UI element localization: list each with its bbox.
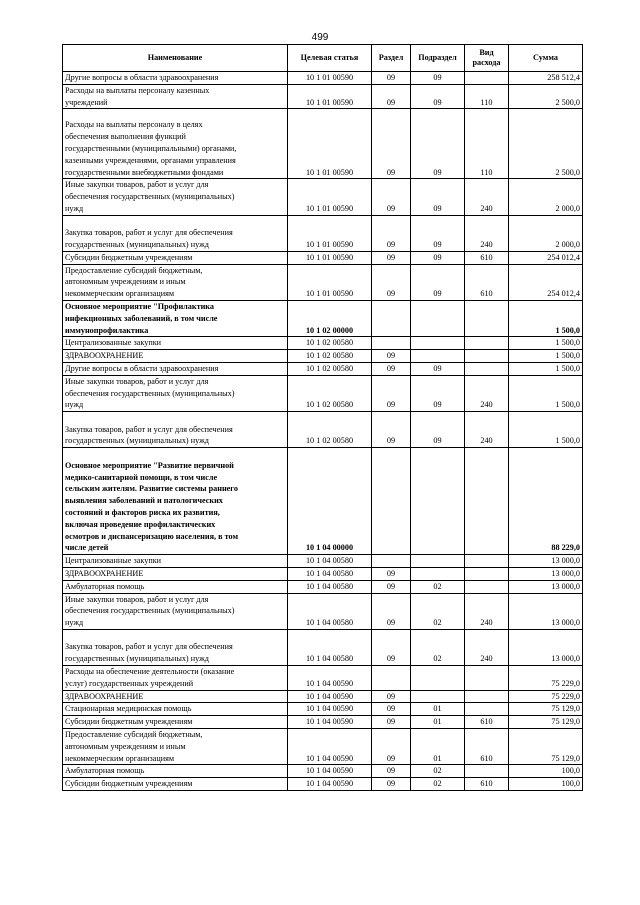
cell-name xyxy=(63,412,288,448)
cell-article: 10 1 04 00590 xyxy=(288,728,372,764)
cell-article: 10 1 01 00590 xyxy=(288,215,372,251)
cell-name xyxy=(63,251,288,264)
cell-name-line: государственных (муниципальных) нужд xyxy=(65,654,209,664)
cell-section: 09 xyxy=(372,567,411,580)
cell-name xyxy=(63,300,288,336)
cell-subsection: 09 xyxy=(411,412,465,448)
column-header-article: Целевая статья xyxy=(288,45,372,72)
cell-name xyxy=(63,179,288,215)
cell-expense-type: 240 xyxy=(465,412,509,448)
cell-expense-type xyxy=(465,555,509,568)
cell-name-line: некоммерческим организациям xyxy=(65,289,175,299)
cell-subsection xyxy=(411,448,465,555)
cell-expense-type xyxy=(465,300,509,336)
cell-subsection: 09 xyxy=(411,72,465,85)
cell-section: 09 xyxy=(372,629,411,665)
cell-subsection: 02 xyxy=(411,593,465,629)
cell-sum: 13 000,0 xyxy=(509,629,583,665)
table-row xyxy=(63,580,583,593)
cell-sum: 1 500,0 xyxy=(509,337,583,350)
cell-sum: 88 229,0 xyxy=(509,448,583,555)
cell-name-line: Субсидии бюджетным учреждениям xyxy=(65,779,193,789)
cell-section: 09 xyxy=(372,765,411,778)
cell-name-line: Закупка товаров, работ и услуг для обеспечения xyxy=(65,424,233,434)
cell-section: 09 xyxy=(372,375,411,411)
cell-subsection: 09 xyxy=(411,179,465,215)
table-row xyxy=(63,375,583,411)
cell-subsection: 01 xyxy=(411,728,465,764)
cell-article: 10 1 04 00590 xyxy=(288,765,372,778)
cell-article: 10 1 01 00590 xyxy=(288,84,372,109)
cell-name-line: осмотров и диспансеризацию населения, в том xyxy=(65,531,239,541)
cell-expense-type: 610 xyxy=(465,264,509,300)
cell-name-line: Расходы на выплаты персоналу в целях xyxy=(65,120,203,130)
cell-subsection xyxy=(411,567,465,580)
cell-section: 09 xyxy=(372,215,411,251)
table-row xyxy=(63,109,583,179)
cell-section: 09 xyxy=(372,412,411,448)
cell-section: 09 xyxy=(372,109,411,179)
cell-name-line: Стационарная медицинская помощь xyxy=(65,704,192,714)
cell-name xyxy=(63,778,288,791)
cell-section xyxy=(372,337,411,350)
cell-section: 09 xyxy=(372,690,411,703)
cell-article: 10 1 02 00580 xyxy=(288,337,372,350)
cell-expense-type xyxy=(465,350,509,363)
cell-name xyxy=(63,375,288,411)
cell-name-line: Предоставление субсидий бюджетным, xyxy=(65,729,203,739)
cell-article: 10 1 02 00000 xyxy=(288,300,372,336)
cell-expense-type: 240 xyxy=(465,215,509,251)
cell-name xyxy=(63,362,288,375)
cell-subsection: 09 xyxy=(411,84,465,109)
cell-subsection xyxy=(411,350,465,363)
cell-name-line: Основное мероприятие "Развитие первичной xyxy=(65,460,234,470)
cell-expense-type: 110 xyxy=(465,84,509,109)
cell-name-line: Иные закупки товаров, работ и услуг для xyxy=(65,180,209,190)
cell-article: 10 1 04 00590 xyxy=(288,665,372,690)
cell-article: 10 1 04 00580 xyxy=(288,593,372,629)
cell-section: 09 xyxy=(372,251,411,264)
cell-sum: 13 000,0 xyxy=(509,580,583,593)
cell-sum: 258 512,4 xyxy=(509,72,583,85)
cell-expense-type: 240 xyxy=(465,593,509,629)
cell-name-line: государственных (муниципальных) нужд xyxy=(65,436,209,446)
cell-subsection: 09 xyxy=(411,215,465,251)
cell-expense-type xyxy=(465,448,509,555)
cell-name-line: включая проведение профилактических xyxy=(65,519,216,529)
cell-section: 09 xyxy=(372,350,411,363)
cell-expense-type: 610 xyxy=(465,716,509,729)
cell-expense-type xyxy=(465,690,509,703)
cell-sum: 2 000,0 xyxy=(509,179,583,215)
cell-subsection xyxy=(411,665,465,690)
cell-sum: 1 500,0 xyxy=(509,375,583,411)
cell-expense-type: 610 xyxy=(465,728,509,764)
table-row xyxy=(63,412,583,448)
cell-sum: 254 012,4 xyxy=(509,264,583,300)
cell-name-line: состояний и факторов риска их развития, xyxy=(65,507,220,517)
cell-subsection: 09 xyxy=(411,375,465,411)
cell-name-line: Амбулаторная помощь xyxy=(65,766,145,776)
cell-subsection: 09 xyxy=(411,251,465,264)
cell-name-line: медико-санитарной помощи, в том числе xyxy=(65,472,218,482)
table-row xyxy=(63,593,583,629)
cell-sum: 254 012,4 xyxy=(509,251,583,264)
cell-sum: 75 129,0 xyxy=(509,703,583,716)
cell-name-line: Предоставление субсидий бюджетным, xyxy=(65,265,203,275)
cell-name xyxy=(63,580,288,593)
cell-expense-type: 610 xyxy=(465,251,509,264)
cell-subsection xyxy=(411,300,465,336)
table-row xyxy=(63,448,583,555)
cell-name-line: ЗДРАВООХРАНЕНИЕ xyxy=(65,351,144,361)
cell-section: 09 xyxy=(372,778,411,791)
budget-table xyxy=(62,44,583,791)
cell-subsection: 02 xyxy=(411,778,465,791)
cell-section: 09 xyxy=(372,362,411,375)
cell-sum: 1 500,0 xyxy=(509,362,583,375)
cell-article: 10 1 02 00580 xyxy=(288,350,372,363)
column-header-name: Наименование xyxy=(63,45,288,72)
table-row xyxy=(63,362,583,375)
table-row xyxy=(63,567,583,580)
cell-name-line: числе детей xyxy=(65,543,109,553)
cell-name-line: Другие вопросы в области здравоохранения xyxy=(65,73,219,82)
cell-section: 09 xyxy=(372,728,411,764)
cell-article: 10 1 04 00580 xyxy=(288,555,372,568)
cell-section xyxy=(372,448,411,555)
cell-subsection xyxy=(411,337,465,350)
cell-subsection: 02 xyxy=(411,580,465,593)
cell-name-line: казенными учреждениями, органами управления xyxy=(65,155,236,165)
cell-article: 10 1 01 00590 xyxy=(288,72,372,85)
cell-article: 10 1 04 00590 xyxy=(288,716,372,729)
cell-name-line: Централизованные закупки xyxy=(65,338,162,348)
cell-name-line: Субсидии бюджетным учреждениям xyxy=(65,717,193,727)
column-header-section: Раздел xyxy=(372,45,411,72)
cell-sum: 13 000,0 xyxy=(509,567,583,580)
cell-expense-type xyxy=(465,337,509,350)
cell-name-line: Субсидии бюджетным учреждениям xyxy=(65,252,193,262)
table-row xyxy=(63,703,583,716)
cell-section: 09 xyxy=(372,580,411,593)
cell-article: 10 1 02 00580 xyxy=(288,375,372,411)
table-row xyxy=(63,337,583,350)
cell-name xyxy=(63,703,288,716)
cell-article: 10 1 01 00590 xyxy=(288,179,372,215)
cell-name xyxy=(63,84,288,109)
cell-article: 10 1 04 00590 xyxy=(288,690,372,703)
cell-sum: 75 229,0 xyxy=(509,665,583,690)
cell-name-line: Централизованные закупки xyxy=(65,556,162,566)
table-row xyxy=(63,778,583,791)
cell-article: 10 1 01 00590 xyxy=(288,251,372,264)
cell-sum: 75 129,0 xyxy=(509,728,583,764)
table-row xyxy=(63,555,583,568)
cell-name xyxy=(63,448,288,555)
cell-name-line: обеспечения государственных (муниципальных) xyxy=(65,388,235,398)
cell-name-line: услуг) государственных учреждений xyxy=(65,678,194,688)
cell-sum: 13 000,0 xyxy=(509,555,583,568)
cell-name-line: государственных (муниципальных) нужд xyxy=(65,239,209,249)
cell-name-line: сельским жителям. Развитие системы раннего xyxy=(65,484,238,494)
cell-subsection: 09 xyxy=(411,264,465,300)
cell-expense-type xyxy=(465,72,509,85)
column-header-expense-type: Вид расхода xyxy=(465,45,509,72)
cell-article: 10 1 01 00590 xyxy=(288,264,372,300)
cell-article: 10 1 04 00580 xyxy=(288,580,372,593)
column-header-sum: Сумма xyxy=(509,45,583,72)
cell-name-line: государственными (муниципальными) органами, xyxy=(65,144,237,153)
cell-sum: 75 229,0 xyxy=(509,690,583,703)
cell-name-line: нужд xyxy=(65,618,84,628)
cell-name xyxy=(63,72,288,85)
cell-expense-type: 110 xyxy=(465,109,509,179)
cell-name xyxy=(63,765,288,778)
cell-name xyxy=(63,629,288,665)
cell-article: 10 1 04 00590 xyxy=(288,778,372,791)
table-row xyxy=(63,215,583,251)
cell-name-line: Амбулаторная помощь xyxy=(65,581,145,591)
cell-expense-type xyxy=(465,567,509,580)
cell-name-line: иммунопрофилактика xyxy=(65,325,149,335)
cell-name xyxy=(63,728,288,764)
cell-sum: 1 500,0 xyxy=(509,300,583,336)
cell-name-line: Расходы на выплаты персоналу казенных xyxy=(65,85,210,95)
cell-sum: 1 500,0 xyxy=(509,350,583,363)
table-header-row xyxy=(63,45,583,72)
cell-name xyxy=(63,665,288,690)
cell-name xyxy=(63,593,288,629)
cell-article: 10 1 04 00580 xyxy=(288,567,372,580)
cell-article: 10 1 04 00000 xyxy=(288,448,372,555)
cell-name-line: Закупка товаров, работ и услуг для обеспечения xyxy=(65,228,233,238)
cell-expense-type xyxy=(465,580,509,593)
cell-section: 09 xyxy=(372,72,411,85)
cell-name-line: ЗДРАВООХРАНЕНИЕ xyxy=(65,568,144,578)
cell-name-line: инфекционных заболеваний, в том числе xyxy=(65,313,218,323)
cell-section: 09 xyxy=(372,264,411,300)
cell-name-line: Другие вопросы в области здравоохранения xyxy=(65,363,219,373)
cell-sum: 75 129,0 xyxy=(509,716,583,729)
cell-name-line: автономным учреждениям и иным xyxy=(65,277,186,287)
table-row xyxy=(63,716,583,729)
cell-sum: 2 500,0 xyxy=(509,84,583,109)
cell-name-line: обеспечения выполнения функций xyxy=(65,132,186,142)
table-row xyxy=(63,765,583,778)
cell-subsection: 01 xyxy=(411,716,465,729)
table-row xyxy=(63,728,583,764)
cell-subsection: 09 xyxy=(411,362,465,375)
column-header-subsection: Подраздел xyxy=(411,45,465,72)
cell-section: 09 xyxy=(372,593,411,629)
table-row xyxy=(63,665,583,690)
table-row xyxy=(63,179,583,215)
cell-section: 09 xyxy=(372,84,411,109)
cell-name xyxy=(63,337,288,350)
cell-name xyxy=(63,350,288,363)
cell-name xyxy=(63,567,288,580)
cell-article: 10 1 02 00580 xyxy=(288,362,372,375)
cell-name-line: Иные закупки товаров, работ и услуг для xyxy=(65,376,209,386)
cell-name-line: обеспечения государственных (муниципальных) xyxy=(65,606,235,616)
table-row xyxy=(63,264,583,300)
cell-name-line: учреждений xyxy=(65,97,108,107)
table-row xyxy=(63,690,583,703)
cell-name-line: нужд xyxy=(65,400,84,410)
cell-section: 09 xyxy=(372,703,411,716)
cell-name-line: выявления заболеваний и патологических xyxy=(65,496,223,506)
cell-name-line: автономным учреждениям и иным xyxy=(65,741,186,751)
cell-sum: 2 500,0 xyxy=(509,109,583,179)
table-row xyxy=(63,300,583,336)
table-body xyxy=(63,72,583,791)
table-row xyxy=(63,629,583,665)
cell-expense-type: 240 xyxy=(465,375,509,411)
cell-expense-type xyxy=(465,665,509,690)
cell-name xyxy=(63,555,288,568)
cell-expense-type xyxy=(465,703,509,716)
cell-sum: 2 000,0 xyxy=(509,215,583,251)
cell-article: 10 1 01 00590 xyxy=(288,109,372,179)
cell-section xyxy=(372,300,411,336)
cell-name-line: ЗДРАВООХРАНЕНИЕ xyxy=(65,691,144,701)
cell-article: 10 1 04 00590 xyxy=(288,703,372,716)
cell-name-line: Иные закупки товаров, работ и услуг для xyxy=(65,594,209,604)
cell-section: 09 xyxy=(372,716,411,729)
cell-name-line: Основное мероприятие "Профилактика xyxy=(65,301,214,311)
table-row xyxy=(63,350,583,363)
cell-name xyxy=(63,264,288,300)
cell-sum: 100,0 xyxy=(509,778,583,791)
cell-name-line: Закупка товаров, работ и услуг для обеспечения xyxy=(65,642,233,652)
page-number: 499 xyxy=(311,32,329,43)
cell-subsection xyxy=(411,555,465,568)
cell-name-line: обеспечения государственных (муниципальных) xyxy=(65,192,235,202)
cell-expense-type xyxy=(465,362,509,375)
cell-expense-type: 610 xyxy=(465,778,509,791)
cell-name-line: государственными внебюджетными фондами xyxy=(65,167,224,177)
cell-subsection: 02 xyxy=(411,765,465,778)
cell-expense-type: 240 xyxy=(465,629,509,665)
cell-name-line: некоммерческим организациям xyxy=(65,753,175,763)
table-row xyxy=(63,72,583,85)
cell-subsection: 02 xyxy=(411,629,465,665)
cell-sum: 100,0 xyxy=(509,765,583,778)
cell-name xyxy=(63,215,288,251)
cell-name-line: Расходы на обеспечение деятельности (оказание xyxy=(65,666,235,676)
cell-section xyxy=(372,555,411,568)
cell-name xyxy=(63,109,288,179)
cell-expense-type: 240 xyxy=(465,179,509,215)
cell-section xyxy=(372,665,411,690)
table-row xyxy=(63,251,583,264)
cell-sum: 13 000,0 xyxy=(509,593,583,629)
cell-expense-type xyxy=(465,765,509,778)
cell-name xyxy=(63,716,288,729)
cell-article: 10 1 04 00580 xyxy=(288,629,372,665)
cell-sum: 1 500,0 xyxy=(509,412,583,448)
cell-section: 09 xyxy=(372,179,411,215)
cell-name xyxy=(63,690,288,703)
table-row xyxy=(63,84,583,109)
cell-subsection: 01 xyxy=(411,703,465,716)
cell-name-line: нужд xyxy=(65,203,84,213)
cell-article: 10 1 02 00580 xyxy=(288,412,372,448)
cell-subsection xyxy=(411,690,465,703)
cell-subsection: 09 xyxy=(411,109,465,179)
